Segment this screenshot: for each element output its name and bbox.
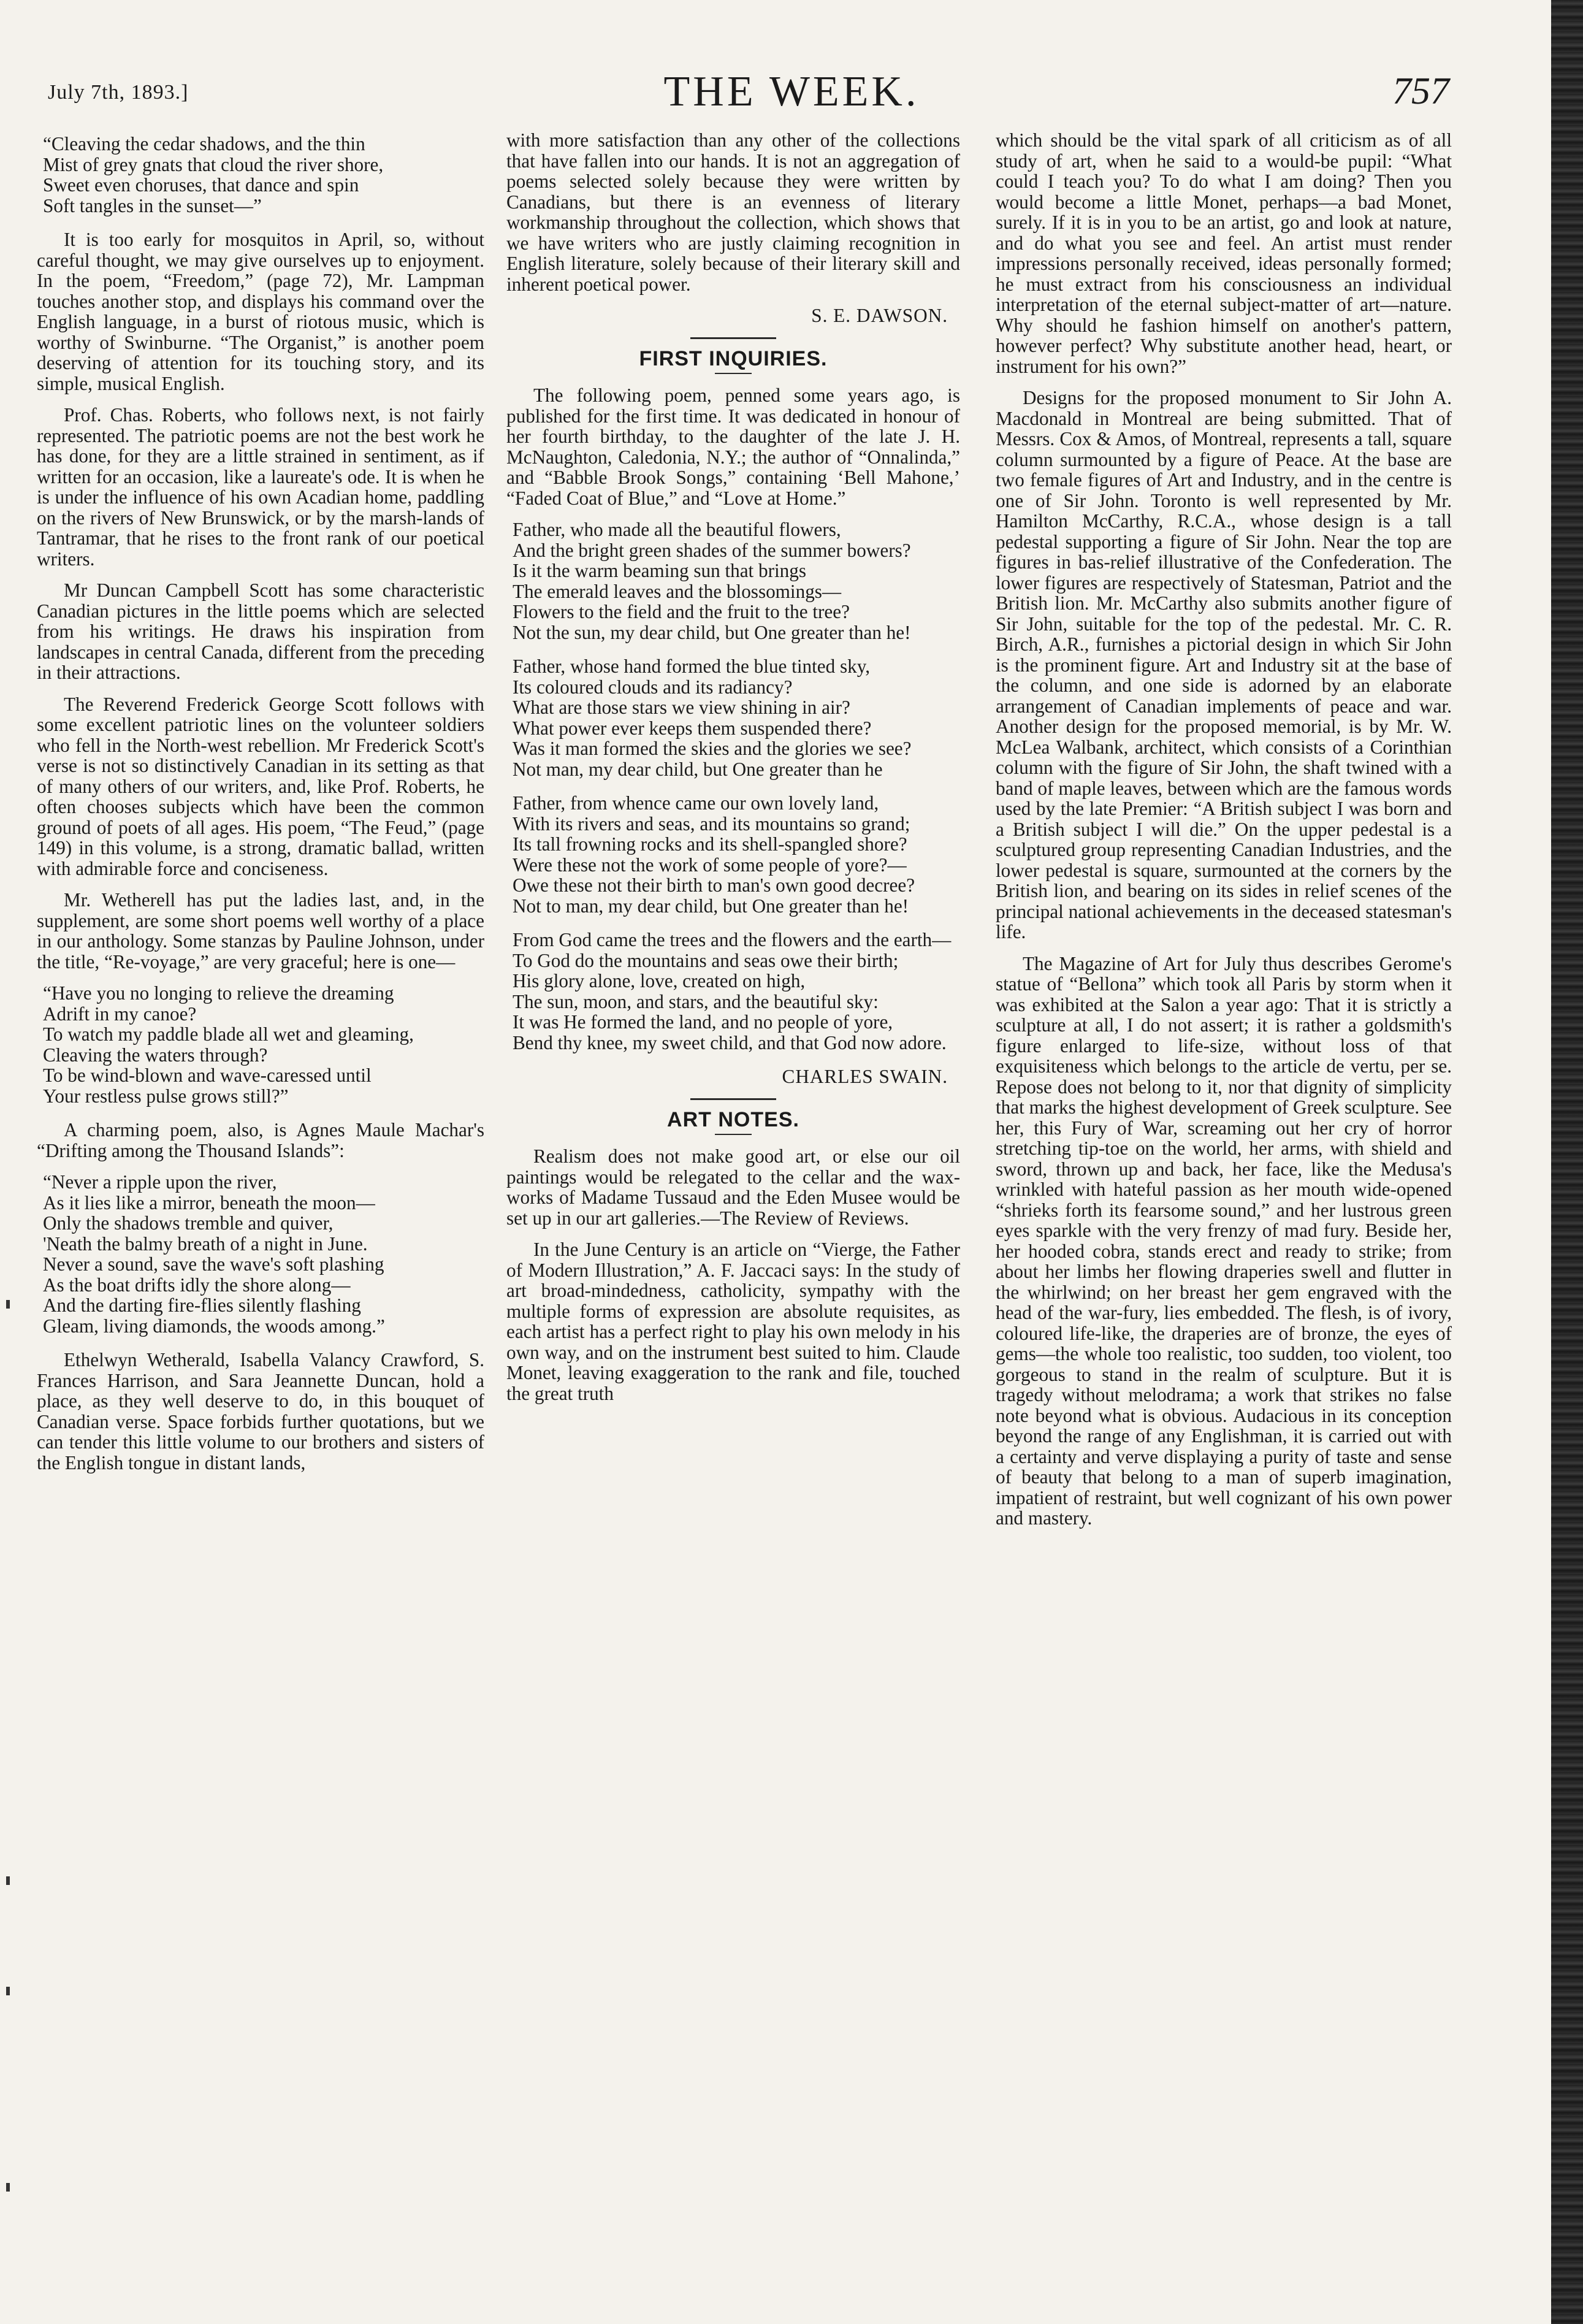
paragraph: Ethelwyn Wetherald, Isabella Valancy Crawford, S. Frances Harrison, and Sara Jeannette Duncan, hold a place, as they well deserve to do, in this bouquet of Canadian verse. Space forbids further quotations, but we can tender this little volume to our brothers and sisters of the English tongue in distant lands, bbox=[37, 1349, 484, 1474]
poem-line: Was it man formed the skies and the glories we see? bbox=[513, 738, 912, 759]
poem-line: From God came the trees and the flowers and the earth— bbox=[513, 929, 952, 950]
paragraph: The following poem, penned some years ago, is published for the first time. It was dedicated in honour of her fourth birthday, to the daughter of the late J. H. McNaughton, Caledonia, N.Y.; the author of “Onnalinda,” and “Babble Brook Songs,” containing ‘Bell Mahone,’ “Faded Coat of Blue,” and “Love at Home.” bbox=[506, 384, 960, 509]
author-signature: CHARLES SWAIN. bbox=[782, 1066, 948, 1087]
poem-line: Mist of grey gnats that cloud the river shore, bbox=[43, 153, 384, 175]
column-3 bbox=[996, 130, 1452, 2288]
poem-line: Not man, my dear child, but One greater than he bbox=[513, 758, 883, 780]
margin-speck bbox=[6, 1300, 10, 1309]
column-2 bbox=[506, 130, 960, 2288]
paragraph: Designs for the proposed monument to Sir John A. Macdonald in Montreal are being submitted. That of Messrs. Cox & Amos, of Montreal, represents a tall, square column surmounted by a figure of Peace. At the base are two female figures of Art and Industry, and in the centre is one of Sir John. Toronto is well represented by Mr. Hamilton McCarthy, R.C.A., whose design is a tall pedestal supporting a figure of Sir John. Near the top are figures in bas-relief illustrative of the Confederation. The lower figures are respectively of Statesman, Patriot and the British lion. Mr. McCarthy also submits another figure of Sir John, suitable for the top of the pedestal. Mr. C. R. Birch, A.R., furnishes a pictorial design in which Sir John is the prominent figure. Art and Industry sit at the base of the column, and one side is adorned by an elaborate arrangement of Canadian implements of peace and war. Another design for the proposed memorial, is by Mr. W. McLea Walbank, architect, which consists of a Corinthian column with the figure of Sir John, the shaft twined with a band of maple leaves, between which are the famous words used by the late Premier: “A British subject I was born and a British subject I will die.” On the upper pedestal is a sculptured group representing Canadian Industries, and the lower pedestal is square, surmounted at the corners by the British lion, and bearing on its sides in relief scenes of the principal national achievements in the deceased statesman's life. bbox=[996, 387, 1452, 942]
paragraph: Mr Duncan Campbell Scott has some characteristic Canadian pictures in the little poems which are selected from his writings. He draws his inspiration from landscapes in central Canada, different from the preceding in their attractions. bbox=[37, 579, 484, 683]
paragraph: Prof. Chas. Roberts, who follows next, is not fairly represented. The patriotic poems are not the best work he has done, for they are a little strained in sentiment, as if written for an occasion, like a laureate's ode. It is when he is under the influence of his own Acadian home, paddling on the rivers of New Brunswick, or by the marsh-lands of Tantramar, that he rises to the front rank of our poetical writers. bbox=[37, 404, 484, 570]
poem-line: Only the shadows tremble and quiver, bbox=[43, 1212, 334, 1234]
margin-speck bbox=[6, 2183, 10, 2192]
poem-line: As it lies like a mirror, beneath the moon— bbox=[43, 1191, 375, 1214]
poem-lampman-excerpt bbox=[43, 134, 484, 216]
poem-line: Father, who made all the beautiful flowers, bbox=[513, 519, 841, 540]
section-divider bbox=[690, 337, 776, 339]
margin-speck bbox=[6, 1876, 10, 1885]
poem-line: Soft tangles in the sunset—” bbox=[43, 194, 262, 216]
poem-line: Never a sound, save the wave's soft plashing bbox=[43, 1253, 384, 1275]
poem-line: With its rivers and seas, and its mountains so grand; bbox=[513, 812, 910, 835]
paragraph: Realism does not make good art, or else our oil paintings would be relegated to the cellar and the wax-works of Madame Tussaud and the Eden Musee would be set up in our art galleries.—The Review of Reviews. bbox=[506, 1145, 960, 1229]
poem-line: Were these not the work of some people of yore?— bbox=[513, 854, 907, 876]
poem-line: The emerald leaves and the blossomings— bbox=[513, 580, 842, 602]
heading-underline bbox=[715, 1134, 752, 1135]
poem-stanza bbox=[513, 656, 960, 779]
poem-line: Flowers to the field and the fruit to the tree? bbox=[513, 601, 850, 622]
poem-line: And the darting fire-flies silently flashing bbox=[43, 1294, 361, 1316]
poem-line: To God do the mountains and seas owe their birth; bbox=[513, 949, 899, 971]
paragraph: A charming poem, also, is Agnes Maule Machar's “Drifting among the Thousand Islands”: bbox=[37, 1119, 484, 1161]
poem-line: It was He formed the land, and no people of yore, bbox=[513, 1011, 893, 1033]
paragraph: In the June Century is an article on “Vierge, the Father of Modern Illustration,” A. F. Jaccaci says: In the study of art broad-mindedness, catholicity, sympathy with the multiple forms of expression are absolute requisites, as each artist has a perfect right to play his own melody in his own way, and on the instrument best suited to him. Claude Monet, leaving exaggeration to the rank and file, touched the great truth bbox=[506, 1239, 960, 1404]
poem-line: Your restless pulse grows still?” bbox=[43, 1085, 289, 1107]
poem-line: What are those stars we view shining in air? bbox=[513, 697, 850, 718]
poem-line: Not to man, my dear child, but One greater than he! bbox=[513, 895, 909, 917]
paragraph: The Reverend Frederick George Scott follows with some excellent patriotic lines on the volunteer soldiers who fell in the North-west rebellion. Mr Frederick Scott's verse is not so distinctively Canadian in its setting as that of many others of our writers, and, like Prof. Roberts, he often chooses subjects which have been the common ground of poets of all ages. His poem, “The Feud,” (page 149) in this volume, is a strong, dramatic ballad, written with admirable force and conciseness. bbox=[37, 693, 484, 879]
page-number: 757 bbox=[1392, 71, 1449, 112]
paragraph: It is too early for mosquitos in April, so, without careful thought, we may give ourselves up to enjoyment. In the poem, “Freedom,” (page 72), Mr. Lampman touches another stop, and displays his command over the English language, in a burst of riotous music, which is worthy of Swinburne. “The Organist,” is another poem deserving of attention for its touching story, and its simple, musical English. bbox=[37, 229, 484, 394]
poem-re-voyage-excerpt bbox=[43, 983, 484, 1106]
poem-line: Its coloured clouds and its radiancy? bbox=[513, 676, 793, 698]
page-header bbox=[0, 67, 1583, 123]
poem-line: 'Neath the balmy breath of a night in June. bbox=[43, 1233, 368, 1255]
paragraph: with more satisfaction than any other of the collections that have fallen into our hands. It is not an aggregation of poems selected solely because they were written by Canadians, but there is an evenness of literary workmanship throughout the collection, which shows that we have writers who are justly claiming recognition in English literature, solely because of their literary skill and inherent poetical power. bbox=[506, 130, 960, 295]
paragraph: Mr. Wetherell has put the ladies last, and, in the supplement, are some short poems well worthy of a place in our anthology. Some stanzas by Pauline Johnson, under the title, “Re-voyage,” are very graceful; here is one— bbox=[37, 889, 484, 973]
poem-line: “Never a ripple upon the river, bbox=[43, 1171, 277, 1193]
poem-line: “Have you no longing to relieve the dreaming bbox=[43, 982, 394, 1004]
column-1 bbox=[37, 130, 484, 2288]
issue-date: July 7th, 1893.] bbox=[48, 81, 189, 104]
poem-line: Adrift in my canoe? bbox=[43, 1003, 197, 1025]
poem-thousand-islands-excerpt bbox=[43, 1172, 484, 1336]
poem-line: As the boat drifts idly the shore along— bbox=[43, 1274, 351, 1296]
page-edge-binding bbox=[1551, 0, 1583, 2324]
poem-line: And the bright green shades of the summer bowers? bbox=[513, 539, 911, 561]
poem-stanza bbox=[513, 930, 960, 1053]
section-heading-first-inquiries: FIRST INQUIRIES. bbox=[639, 346, 828, 370]
poem-stanza bbox=[513, 519, 960, 643]
heading-underline bbox=[715, 373, 752, 374]
poem-line: Gleam, living diamonds, the woods among.” bbox=[43, 1315, 385, 1337]
poem-line: Father, from whence came our own lovely land, bbox=[513, 792, 879, 814]
section-heading-art-notes: ART NOTES. bbox=[667, 1107, 799, 1131]
poem-line: Not the sun, my dear child, but One greater than he! bbox=[513, 621, 911, 643]
margin-speck bbox=[6, 1987, 10, 1995]
poem-line: Father, whose hand formed the blue tinted sky, bbox=[513, 656, 871, 677]
poem-first-inquiries bbox=[513, 519, 960, 1053]
poem-line: His glory alone, love, created on high, bbox=[513, 970, 806, 992]
paragraph: The Magazine of Art for July thus describes Gerome's statue of “Bellona” which took all Paris by storm when it was exhibited at the Salon a year ago: That it is strictly a sculpture at all, I do not assert; it is rather a goldsmith's figure enlarged to life-size, without loss of that exquisiteness which belongs to the article de vertu, per se. Repose does not belong to it, nor that dignity of simplicity that marks the highest development of Greek sculpture. See her, this Fury of War, screaming out her cry of horror stretching tip-toe on the world, her arms, with shield and sword, thrown up and back, her face, like the Medusa's wrinkled with hateful passion as her mouth wide-opened “shrieks forth its fearsome sound,” and her lustrous green eyes sparkle with the very frenzy of mad fury. Beside her, her hooded cobra, stands erect and ready to strike; from about her limbs her flowing draperies swell and flutter in the whirlwind; on her breast her gem engraved with the head of the war-fury, lies embedded. The flesh, is of ivory, coloured life-like, the draperies are of bronze, the eyes of gems—the whole too realistic, too sudden, too violent, too gorgeous to stand in the realm of sculpture. But it is tragedy without melodrama; a work that strikes no false note beyond what is obvious. Audacious in its conception beyond the range of any Englishman, it is carried out with a certainty and verve displaying a purity of taste and sense of beauty that belong to a man of superb imagination, impatient of restraint, but well cognizant of his own power and mastery. bbox=[996, 952, 1452, 1529]
poem-line: “Cleaving the cedar shadows, and the thin bbox=[43, 133, 365, 155]
poem-line: Sweet even choruses, that dance and spin bbox=[43, 174, 359, 196]
poem-line: Its tall frowning rocks and its shell-spangled shore? bbox=[513, 833, 907, 855]
poem-line: Is it the warm beaming sun that brings bbox=[513, 560, 806, 581]
poem-line: What power ever keeps them suspended there? bbox=[513, 717, 872, 739]
poem-line: The sun, moon, and stars, and the beautiful sky: bbox=[513, 990, 879, 1012]
paragraph: which should be the vital spark of all criticism as of all study of art, when he said to a would-be pupil: “What could I teach you? To do what I am doing? Then you would become a little Monet, perhaps—a bad Monet, surely. If it is in you to be an artist, go and look at nature, and do what you see and feel. An artist must render impressions personally received, ideas personally formed; he must extract from his consciousness an individual interpretation of the eternal subject-matter of art—nature. Why should he fashion himself on another's pattern, however perfect? Why substitute another head, heart, or instrument for his own?” bbox=[996, 130, 1452, 377]
poem-line: To watch my paddle blade all wet and gleaming, bbox=[43, 1023, 414, 1045]
poem-line: Bend thy knee, my sweet child, and that God now adore. bbox=[513, 1031, 947, 1053]
poem-line: To be wind-blown and wave-caressed until bbox=[43, 1065, 372, 1086]
author-signature: S. E. DAWSON. bbox=[811, 305, 948, 326]
publication-title: THE WEEK. bbox=[663, 68, 920, 115]
poem-stanza bbox=[513, 793, 960, 916]
poem-line: Owe these not their birth to man's own good decree? bbox=[513, 874, 915, 896]
poem-line: Cleaving the waters through? bbox=[43, 1044, 268, 1066]
section-divider bbox=[690, 1098, 776, 1100]
